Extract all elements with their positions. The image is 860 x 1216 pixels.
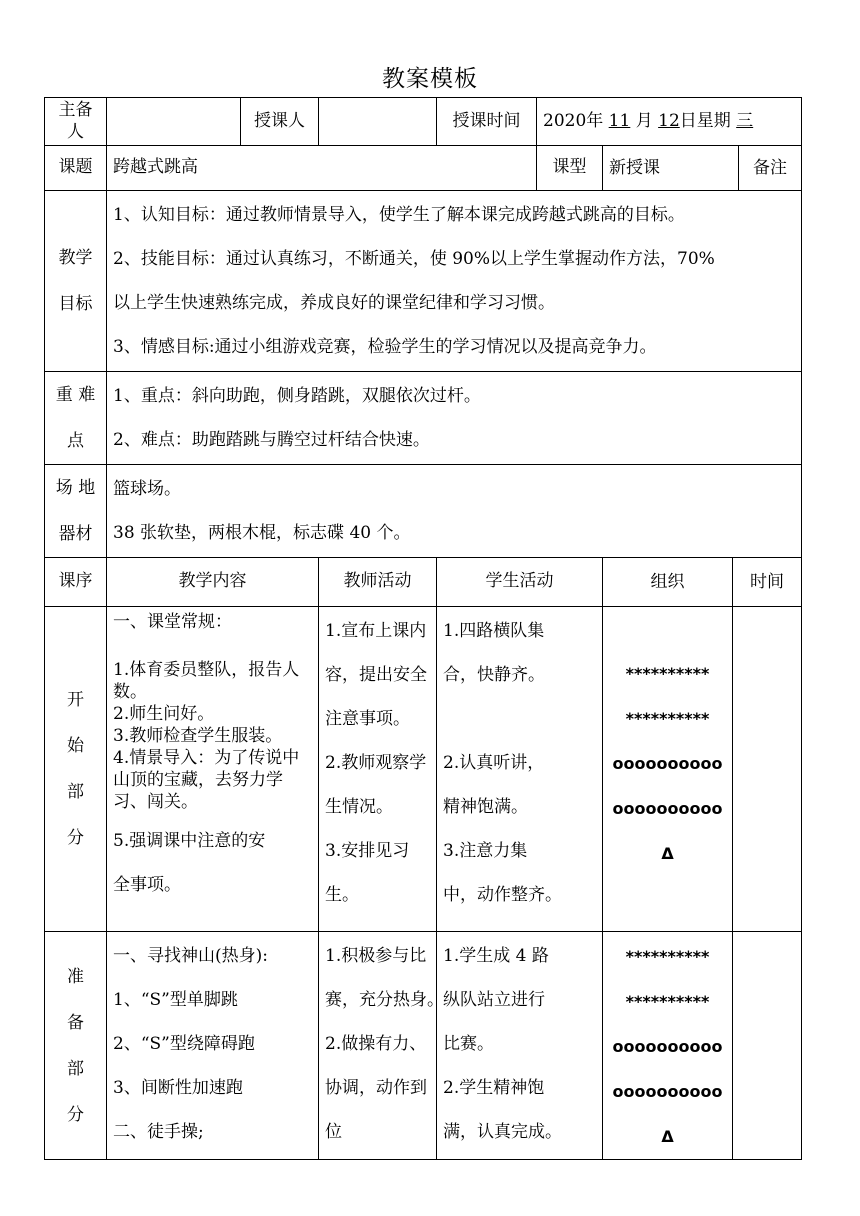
student-line: 纵队站立进行	[443, 990, 545, 1010]
student-line: 1.学生成 4 路	[443, 946, 549, 966]
venue-label-2: 器材	[58, 524, 93, 544]
stage-char: 部	[67, 782, 84, 802]
keypoint-line: 1、重点：斜向助跑，侧身踏跳，双腿依次过杆。	[113, 386, 481, 406]
type-value: 新授课	[609, 158, 660, 178]
teacher-marker: Δ	[661, 1127, 674, 1146]
keypoint-line: 2、难点：助跑踏跳与腾空过杆结合快速。	[113, 430, 430, 450]
teacher-line: 2.做操有力、	[325, 1034, 427, 1054]
col-header-order: 课序	[45, 558, 107, 607]
content-line: 二、徒手操;	[113, 1122, 204, 1142]
stage-opening	[45, 607, 107, 932]
col-header-teacher: 教师活动	[319, 558, 437, 607]
stage-char: 分	[67, 828, 84, 848]
note-label: 备注	[738, 146, 801, 190]
student-line: 3.注意力集	[443, 841, 528, 861]
student-line: 满，认真完成。	[443, 1122, 562, 1142]
venue-line: 38 张软垫，两根木棍，标志碟 40 个。	[113, 523, 411, 543]
month-unit: 月	[635, 110, 653, 131]
teacher-marker: Δ	[661, 844, 674, 863]
venue-label-1: 场 地	[55, 478, 96, 498]
teacher-opening	[319, 607, 437, 932]
keypoints-label-2: 点	[67, 431, 84, 451]
page-title: 教案模板	[382, 66, 478, 92]
col-header-time: 时间	[732, 558, 801, 606]
col-header-student: 学生活动	[437, 558, 603, 607]
student-preparation	[437, 932, 603, 1160]
formation-row: **********	[625, 664, 710, 683]
type-note-cell	[603, 146, 802, 191]
day-unit: 日星期	[679, 110, 731, 131]
formation-row: oooooooooo	[612, 1037, 723, 1056]
stage-char: 部	[67, 1058, 84, 1079]
stage-char: 备	[67, 1012, 84, 1033]
formation-row: oooooooooo	[612, 754, 723, 773]
objective-line: 1、认知目标：通过教师情景导入，使学生了解本课完成跨越式跳高的目标。	[113, 205, 685, 225]
formation-row: oooooooooo	[612, 799, 723, 818]
objectives-label	[45, 191, 107, 372]
student-opening	[437, 607, 603, 932]
objectives-label-1: 教学	[58, 248, 93, 268]
formation-row: **********	[625, 709, 710, 728]
month: 11	[608, 110, 631, 131]
content-line: 2、“S”型绕障碍跑	[113, 1034, 255, 1054]
lead-value[interactable]	[107, 98, 241, 146]
content-line: 3、间断性加速跑	[113, 1078, 243, 1098]
content-line: 4.情景导入：为了传说中山顶的宝藏，去努力学习、闯关。	[113, 748, 300, 812]
venue-line: 篮球场。	[113, 479, 181, 499]
org-time-preparation	[603, 932, 802, 1160]
teacher-line: 生情况。	[325, 797, 393, 817]
content-line: 全事项。	[113, 875, 181, 895]
lesson-plan-table	[44, 97, 802, 1160]
content-line: 一、课堂常规：	[113, 612, 232, 632]
teacher-line: 3.安排见习	[325, 841, 410, 861]
type-label: 课型	[537, 146, 603, 191]
student-line: 中，动作整齐。	[443, 885, 562, 905]
topic-value: 跨越式跳高	[107, 146, 537, 191]
col-header-content: 教学内容	[107, 558, 319, 607]
org-opening	[603, 607, 732, 931]
student-line: 合，快静齐。	[443, 665, 545, 685]
content-opening	[107, 607, 319, 932]
stage-preparation	[45, 932, 107, 1160]
venue-label	[45, 465, 107, 558]
formation-row: **********	[625, 992, 710, 1011]
objective-line: 3、情感目标:通过小组游戏竞赛，检验学生的学习情况以及提高竞争力。	[113, 337, 657, 357]
keypoints-label-1: 重 难	[55, 385, 96, 405]
keypoints-text	[107, 372, 802, 465]
content-line: 1、“S”型单脚跳	[113, 990, 238, 1010]
student-line: 1.四路横队集	[443, 621, 545, 641]
org-preparation	[603, 932, 732, 1159]
year-unit: 年	[586, 110, 604, 131]
teacher-label: 授课人	[241, 98, 319, 146]
stage-char: 始	[67, 736, 84, 756]
year: 2020	[543, 110, 587, 131]
teacher-line: 1.宣布上课内	[325, 621, 427, 641]
day: 12	[658, 110, 680, 131]
time-opening[interactable]	[732, 607, 801, 931]
teacher-line: 容，提出安全	[325, 665, 427, 685]
content-preparation	[107, 932, 319, 1160]
teacher-line: 生。	[325, 885, 359, 905]
col-header-org: 组织	[650, 572, 685, 592]
student-line: 比赛。	[443, 1034, 494, 1054]
venue-text	[107, 465, 802, 558]
teacher-preparation	[319, 932, 444, 1160]
objective-line: 以上学生快速熟练完成，养成良好的课堂纪律和学习习惯。	[113, 293, 555, 313]
lead-label: 主备人	[45, 98, 107, 146]
keypoints-label	[45, 372, 107, 465]
stage-char: 分	[67, 1104, 84, 1125]
student-line: 2.学生精神饱	[443, 1078, 545, 1098]
stage-char: 准	[67, 966, 84, 987]
objectives-text	[107, 191, 802, 372]
time-label: 授课时间	[437, 98, 537, 146]
org-time-header	[603, 558, 802, 607]
student-line: 2.认真听讲，	[443, 753, 545, 773]
org-time-opening	[603, 607, 802, 932]
teacher-line: 协调，动作到	[325, 1078, 427, 1098]
student-line	[443, 697, 596, 741]
objective-line: 2、技能目标：通过认真练习，不断通关，使 90%以上学生掌握动作方法，70%	[113, 249, 715, 269]
teacher-line: 赛，充分热身。	[325, 990, 444, 1010]
student-line: 精神饱满。	[443, 797, 528, 817]
objectives-label-2: 目标	[58, 294, 93, 314]
content-line: 5.强调课中注意的安	[113, 831, 266, 851]
stage-char: 开	[67, 690, 84, 710]
content-line: 2.师生问好。	[113, 704, 215, 724]
content-line: 3.教师检查学生服装。	[113, 726, 283, 746]
teacher-value[interactable]	[319, 98, 437, 146]
teacher-line: 2.教师观察学	[325, 753, 427, 773]
teacher-line: 1.积极参与比	[325, 946, 427, 966]
teacher-line: 位	[325, 1122, 342, 1142]
content-line: 一、寻找神山(热身):	[113, 946, 268, 966]
date-cell	[537, 98, 802, 146]
content-line: 1.体育委员整队，报告人数。	[113, 660, 300, 702]
teacher-line: 注意事项。	[325, 709, 410, 729]
time-preparation[interactable]	[732, 932, 801, 1159]
weekday: 三	[736, 110, 754, 131]
formation-row: **********	[625, 947, 710, 966]
formation-row: oooooooooo	[612, 1082, 723, 1101]
topic-label: 课题	[45, 146, 107, 191]
